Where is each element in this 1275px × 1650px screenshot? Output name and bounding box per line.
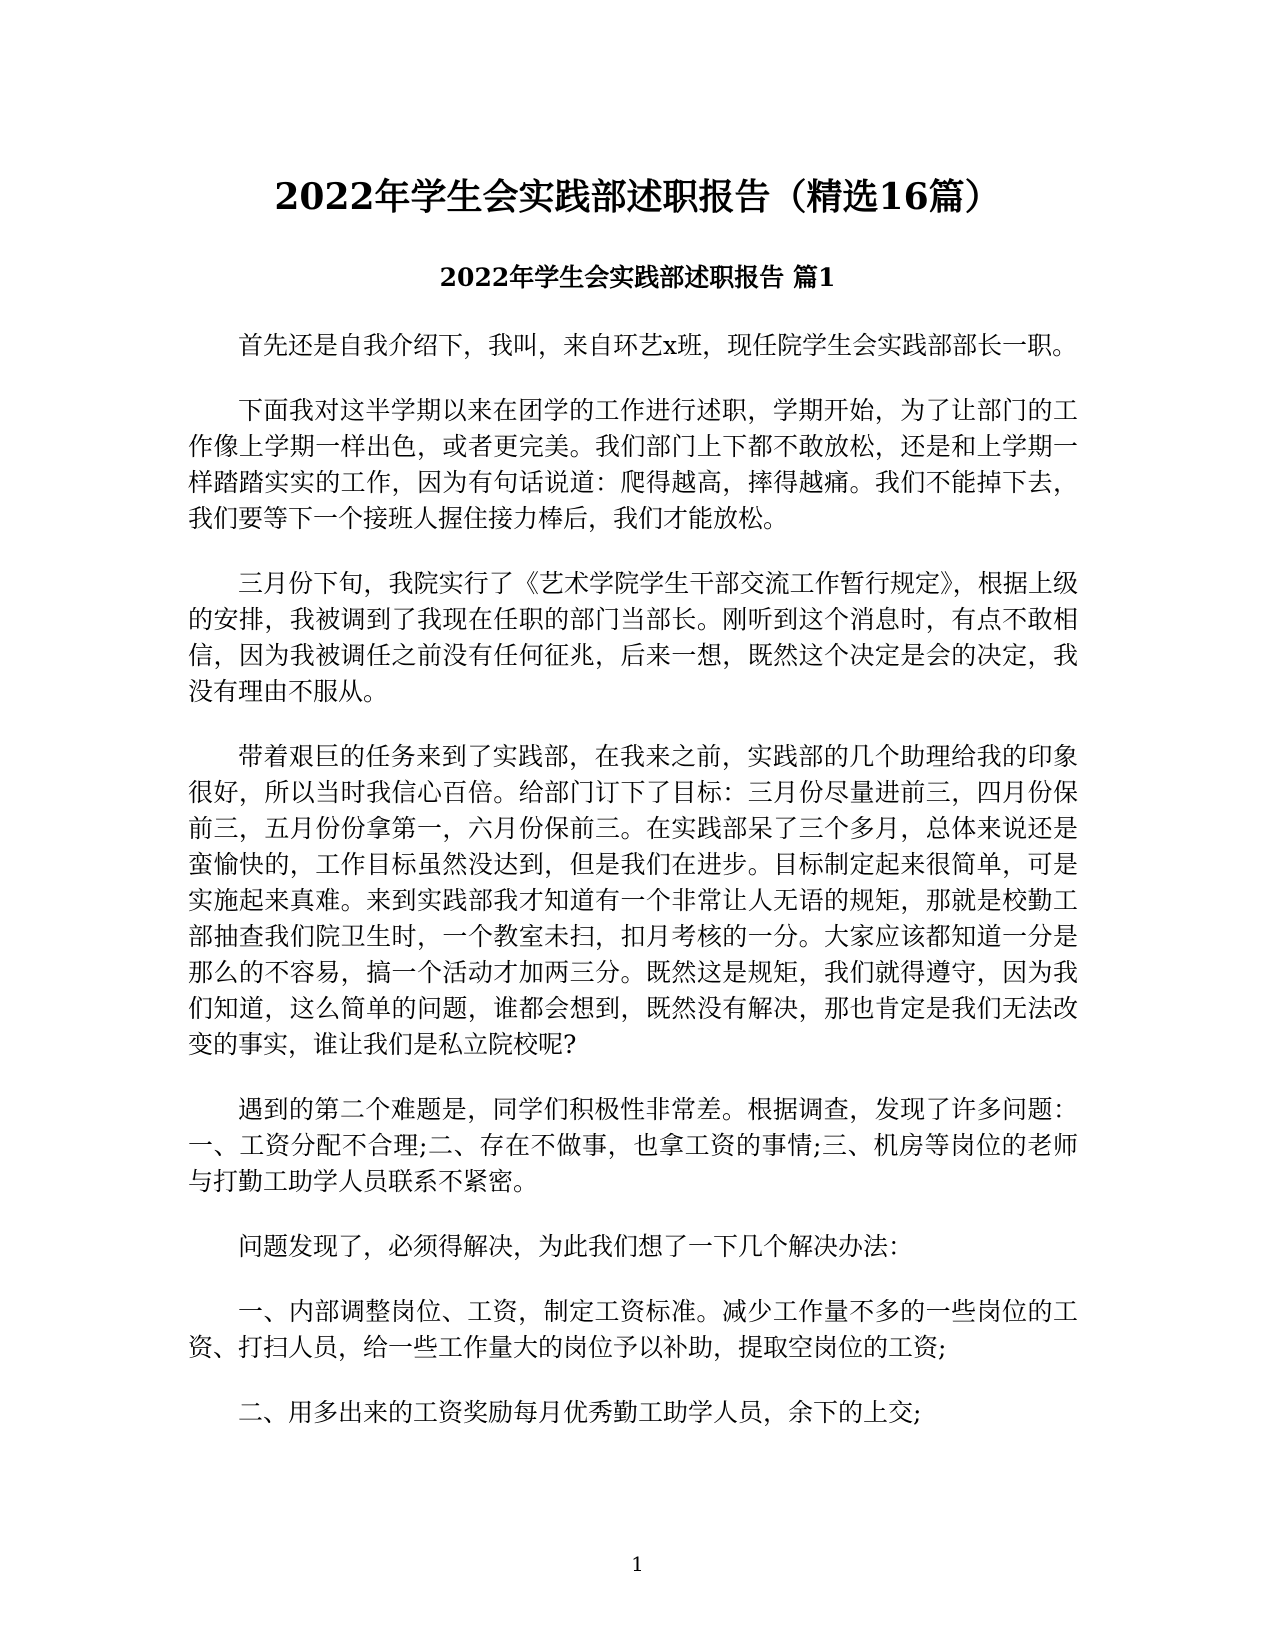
paragraph: 二、用多出来的工资奖励每月优秀勤工助学人员，余下的上交; bbox=[238, 1398, 922, 1427]
paragraph: 遇到的第二个难题是，同学们积极性非常差。根据调查，发现了许多问题：一、工资分配不合理;二、存在不做事，也拿工资的事情;三、机房等岗位的老师与打勤工助学人员联系不紧密。 bbox=[188, 1095, 1078, 1196]
paragraph: 带着艰巨的任务来到了实践部，在我来之前，实践部的几个助理给我的印象很好，所以当时我信心百倍。给部门订下了目标：三月份尽量进前三，四月份保前三，五月份份拿第一，六月份保前三。在实践部呆了三个多月，总体来说还是蛮愉快的，工作目标虽然没达到，但是我们在进步。目标制定起来很简单，可是实施起来真难。来到实践部我才知道有一个非常让人无语的规矩，那就是校勤工部抽查我们院卫生时，一个教室未扫，扣月考核的一分。大家应该都知道一分是那么的不容易，搞一个活动才加两三分。既然这是规矩，我们就得遵守，因为我们知道，这么简单的问题，谁都会想到，既然没有解决，那也肯定是我们无法改变的事实，谁让我们是私立院校呢? bbox=[188, 742, 1078, 1059]
section-title: 2022年学生会实践部述职报告 篇1 bbox=[439, 263, 836, 292]
paragraph: 一、内部调整岗位、工资，制定工资标准。减少工作量不多的一些岗位的工资、打扫人员，给一些工作量大的岗位予以补助，提取空岗位的工资; bbox=[188, 1297, 1078, 1362]
paragraph: 问题发现了，必须得解决，为此我们想了一下几个解决办法： bbox=[238, 1232, 914, 1261]
page-number: 1 bbox=[631, 1552, 644, 1576]
paragraph: 下面我对这半学期以来在团学的工作进行述职，学期开始，为了让部门的工作像上学期一样出色，或者更完美。我们部门上下都不敢放松，还是和上学期一样踏踏实实的工作，因为有句话说道：爬得越高，摔得越痛。我们不能掉下去，我们要等下一个接班人握住接力棒后，我们才能放松。 bbox=[188, 396, 1078, 533]
paragraph: 首先还是自我介绍下，我叫，来自环艺x班，现任院学生会实践部部长一职。 bbox=[238, 331, 1078, 360]
document-body bbox=[188, 328, 1078, 1460]
paragraph: 三月份下旬，我院实行了《艺术学院学生干部交流工作暂行规定》，根据上级的安排，我被调到了我现在任职的部门当部长。刚听到这个消息时，有点不敢相信，因为我被调任之前没有任何征兆，后来一想，既然这个决定是会的决定，我没有理由不服从。 bbox=[188, 569, 1078, 706]
document-title: 2022年学生会实践部述职报告（精选16篇） bbox=[274, 176, 1001, 218]
